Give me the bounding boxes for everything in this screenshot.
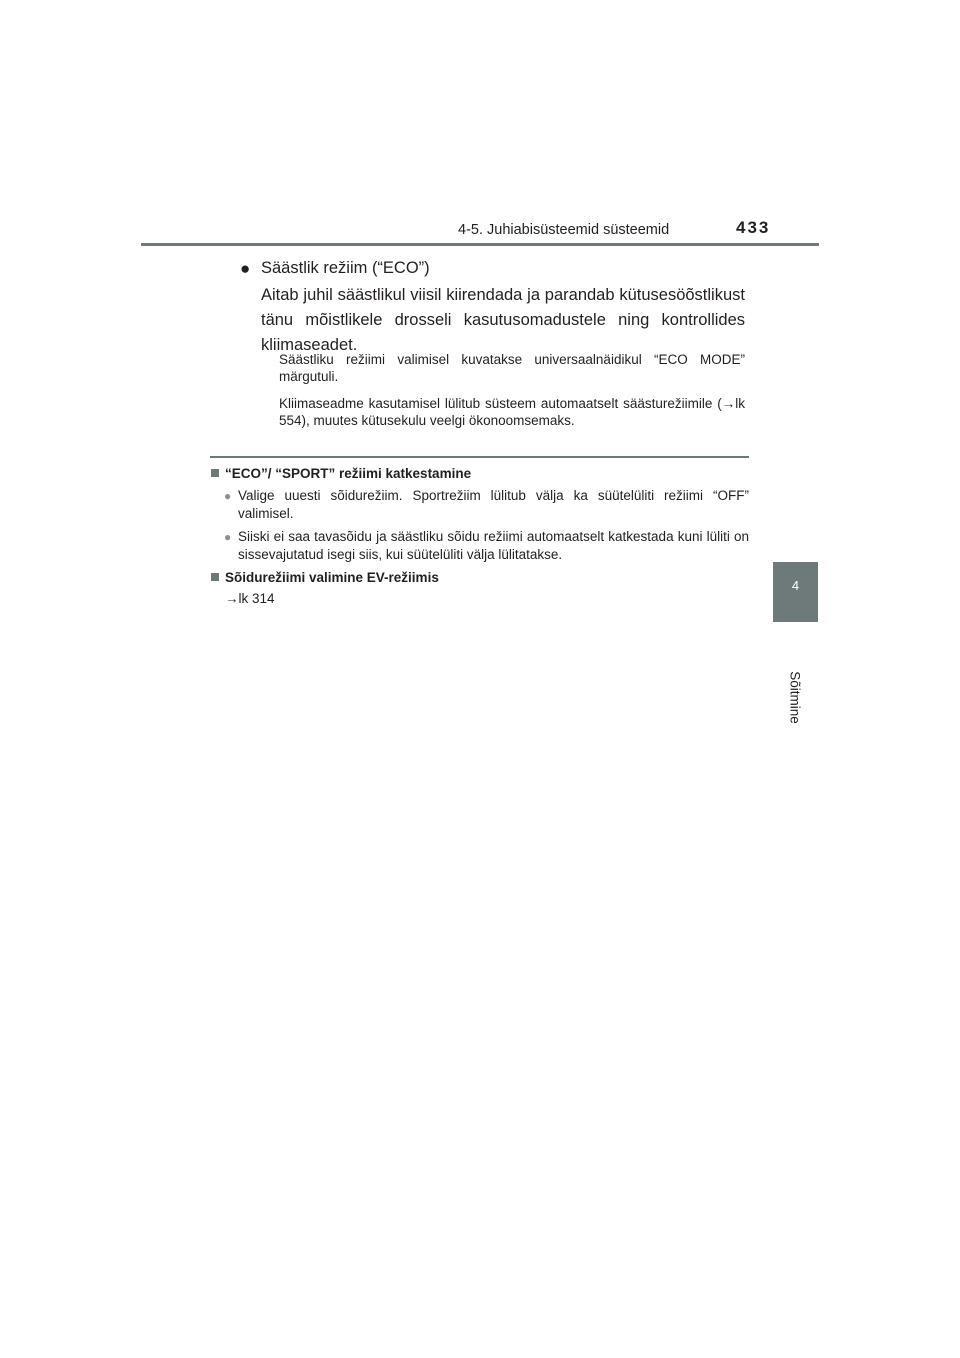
chapter-number: 4: [791, 578, 800, 593]
ev-heading: Sõidurežiimi valimine EV-režiimis: [225, 570, 439, 585]
cancel-heading: “ECO”/ “SPORT” režiimi katkestamine: [225, 466, 472, 481]
cancel-item: Valige uuesti sõidurežiim. Sportrežiim lülitub välja ka süütelüliti režiimi “OFF” valimisel.: [238, 488, 749, 521]
eco-mode-description: Aitab juhil säästlikul viisil kiirendada ja parandab kütusesöõstlikust tänu mõistlikele drosseli kasutusomadustele ning kontrollides kliimaseadet.: [261, 286, 745, 354]
eco-note: Säästliku režiimi valimisel kuvatakse universaalnäidikul “ECO MODE” märgutuli.: [279, 352, 745, 384]
eco-note: Kliimaseadme kasutamisel lülitub süsteem automaatselt säästurežiimile (→lk 554), muutes kütusekulu veelgi ökonoomsemaks.: [279, 396, 745, 428]
dot-bullet-icon: ●: [224, 489, 232, 503]
bullet-icon: ●: [240, 259, 251, 278]
dot-bullet-icon: ●: [224, 530, 232, 544]
cancel-item: Siiski ei saa tavasõidu ja säästliku sõidu režiimi automaatselt katkestada kuni lüliti on sissevajutatud isegi siis, kui süütelüliti välja lülitatakse.: [238, 529, 749, 562]
page-number: 433: [736, 218, 771, 237]
square-bullet-icon: [211, 469, 219, 477]
section-divider: [210, 456, 749, 458]
eco-mode-title: Säästlik režiim (“ECO”): [261, 259, 430, 277]
header-divider: [141, 243, 819, 246]
section-title: 4-5. Juhiabisüsteemid süsteemid: [458, 222, 670, 238]
ev-page-reference: →lk 314: [225, 591, 275, 606]
chapter-label: Sõitmine: [787, 671, 803, 724]
square-bullet-icon: [211, 573, 219, 581]
